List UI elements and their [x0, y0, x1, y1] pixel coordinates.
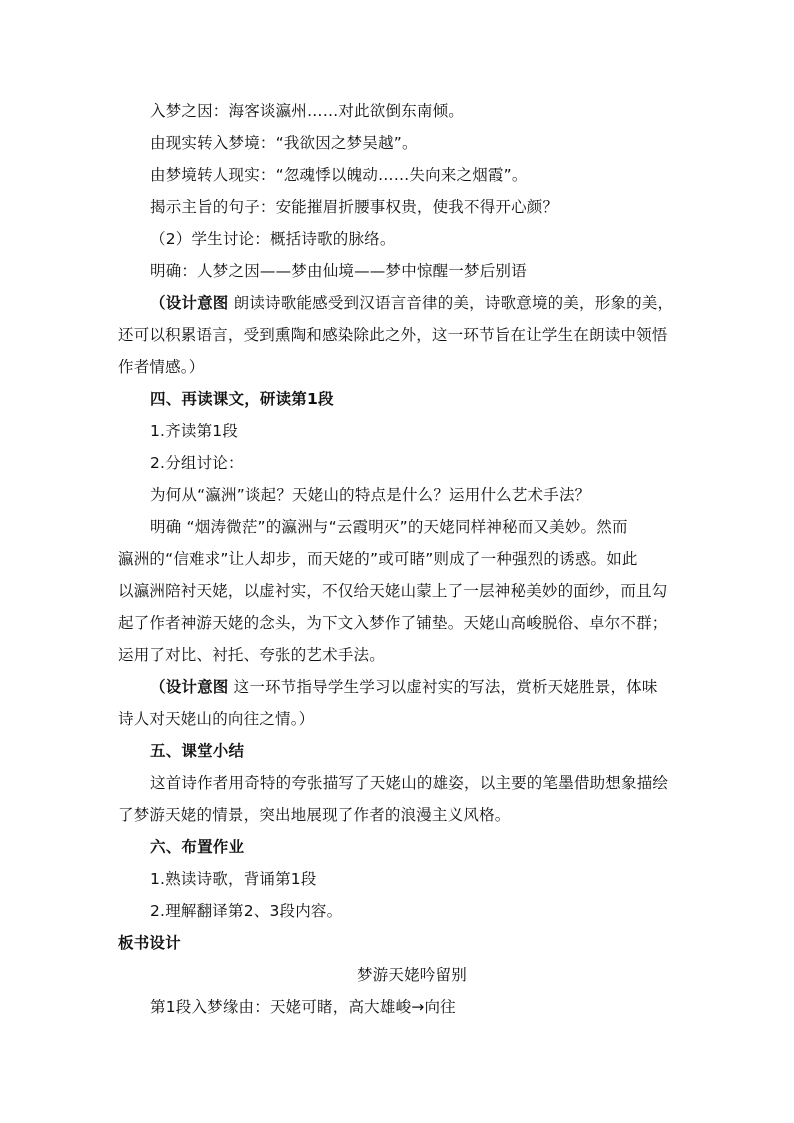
section-heading: 六、布置作业: [150, 838, 245, 856]
text-line: 以瀛洲陪衬天姥，以虚衬实，不仅给天姥山蒙上了一层神秘美妙的面纱，而且勾: [118, 582, 668, 600]
text-line: 这首诗作者用奇特的夸张描写了天姥山的雄姿，以主要的笔墨借助想象描绘: [150, 774, 669, 792]
text-line: 明确 “烟涛微茫”的瀛洲与“云霞明灭”的天姥同样神秘而又美妙。然而: [150, 518, 628, 536]
text-line: 运用了对比、衬托、夸张的艺术手法。: [118, 646, 385, 664]
design-intent-line: [150, 293, 673, 313]
text-line: 2.分组讨论：: [150, 454, 244, 472]
text-line: 入梦之因：海客谈瀛州……对此欲倒东南倾。: [150, 102, 465, 120]
design-intent-text: 这一环节指导学生学习以虚衬实的写法，赏析天姥胜景，体味: [228, 678, 658, 696]
design-intent-line: [150, 677, 658, 697]
design-intent-label: （设计意图: [150, 678, 229, 696]
section-heading: 五、课堂小结: [150, 742, 245, 760]
text-line: 第1段入梦缘由：天姥可睹，高大雄峻→向往: [150, 998, 456, 1016]
section-heading: 板书设计: [118, 934, 181, 952]
text-line: 1.齐读第1段: [150, 422, 239, 440]
text-line: 由现实转入梦境：“我欲因之梦吴越”。: [150, 134, 418, 152]
text-line: 由梦境转人现实：“忽魂悸以魄动……失向来之烟霞”。: [150, 166, 528, 184]
text-line: 了梦游天姥的情景，突出地展现了作者的浪漫主义风格。: [118, 806, 511, 824]
text-line: 诗人对天姥山的向往之情。）: [118, 710, 315, 728]
design-intent-text: 朗读诗歌能感受到汉语言音律的美，诗歌意境的美，形象的美，: [228, 294, 674, 312]
text-line: 明确：人梦之因——梦由仙境——梦中惊醒一梦后别语: [150, 262, 527, 280]
text-line: 还可以积累语言，受到熏陶和感染除此之外，这一环节旨在让学生在朗读中领悟: [118, 326, 668, 344]
text-line: 瀛洲的“信难求”让人却步，而天姥的”或可睹”则成了一种强烈的诱惑。如此: [118, 550, 638, 568]
text-line: 揭示主旨的句子：安能摧眉折腰事权贵，使我不得开心颜？: [150, 198, 559, 216]
board-title: 梦游天姥吟留别: [357, 966, 467, 984]
section-heading: 四、再读课文，研读第1段: [150, 390, 334, 408]
text-line: 起了作者神游天姥的念头，为下文入梦作了铺垫。天姥山高峻脱俗、卓尔不群；: [118, 614, 668, 632]
text-line: 2.理解翻译第2、3段内容。: [150, 902, 343, 920]
text-line: 1.熟读诗歌，背诵第1段: [150, 870, 317, 888]
text-line: 为何从“瀛洲”谈起？天姥山的特点是什么？运用什么艺术手法？: [150, 486, 591, 504]
text-line: 作者情感。）: [118, 358, 205, 376]
design-intent-label: （设计意图: [150, 294, 229, 312]
text-line: （2）学生讨论：概括诗歌的脉络。: [150, 230, 396, 248]
